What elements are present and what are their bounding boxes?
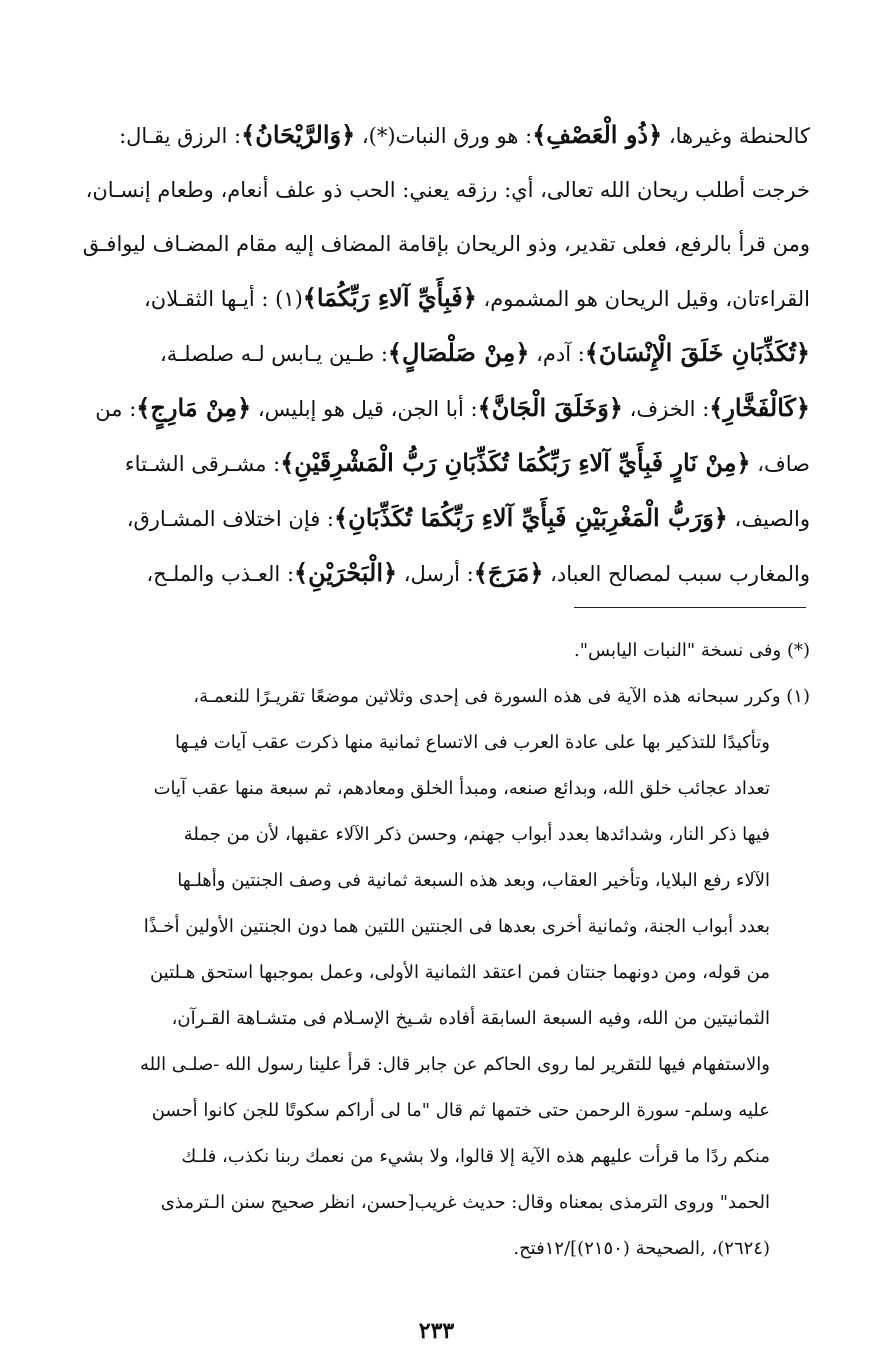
page-number: ٢٣٣ <box>418 1318 455 1344</box>
footnote-line: (١) وكرر سبحانه هذه الآية فى هذه السورة فى إحدى وثلاثين موضعًا تقريـرًا للنعمـة، <box>193 686 810 707</box>
quran-verse: ﴿ذُو الْعَصْفِ﴾ <box>532 120 663 149</box>
footnote-line: (٢٦٢٤)، ,الصحيحة (٢١٥٠)]/١٢فتح. <box>513 1238 770 1259</box>
quran-verse: ﴿تُكَذِّبَانِ خَلَقَ الْإِنْسَانَ﴾ <box>584 338 810 367</box>
quran-verse: ﴿مِنْ صَلْصَالٍ﴾ <box>387 338 530 367</box>
footnote-line: من قوله، ومن دونهما جنتان فمن اعتقد الثمانية الأولى، وعمل بموجبها استحق هـلتين <box>149 962 770 983</box>
footnote-line: تعداد عجائب خلق الله، وبدائع صنعه، ومبدأ الخلق ومعادهم، ثم سبعة منها عقب آيات <box>153 778 770 799</box>
footnote-line: فيها ذكر النار، وشدائدها بعدد أبواب جهنم، وحسن ذكر الآلاء عقبها، لأن من جملة <box>183 824 770 845</box>
main-text-line: ﴿كَالْفَخَّارِ﴾: الخزف، ﴿وَخَلَقَ الْجَانَّ﴾: أبا الجن، قيل هو إبليس، ﴿مِنْ مَارِجٍ﴾: من <box>95 393 810 422</box>
main-text-line: ﴿تُكَذِّبَانِ خَلَقَ الْإِنْسَانَ﴾: آدم، ﴿مِنْ صَلْصَالٍ﴾: طـين يـابس لـه صلصلـة، <box>159 338 810 367</box>
footnote-line: منكم ردًا ما قرأت عليهم هذه الآية إلا قالوا، ولا بشيء من نعمك ربنا نكذب، فلـك <box>181 1146 770 1167</box>
main-text-line: والصيف، ﴿وَرَبُّ الْمَغْرِبَيْنِ فَبِأَيِّ آلاءِ رَبِّكُمَا تُكَذِّبَانِ﴾: فإن اختلاف المشـارق، <box>126 503 810 532</box>
footnote-line: الثمانيتين من الله، وفيه السبعة السابقة أفاده شـيخ الإسـلام فى متشـاهة القـرآن، <box>171 1008 770 1029</box>
quran-verse: ﴿وَالرَّيْحَانُ﴾ <box>241 120 356 149</box>
quran-verse: ﴿كَالْفَخَّارِ﴾ <box>709 393 810 422</box>
footnote-line: والاستفهام فيها للتقرير لما روى الحاكم عن جابر قال: قرأ علينا رسول الله -صلـى الله <box>139 1054 770 1075</box>
footnote-line: بعدد أبواب الجنة، وثمانية أخرى بعدها فى الجنتين اللتين هما دون الجنتين الأولين أخـذًا <box>143 916 770 937</box>
main-text-line: كالحنطة وغيرها، ﴿ذُو الْعَصْفِ﴾: هو ورق النبات(*)، ﴿وَالرَّيْحَانُ﴾: الرزق يقـال: <box>119 120 810 149</box>
main-text-block <box>58 108 810 601</box>
main-text-line: خرجت أطلب ريحان الله تعالى، أي: رزقه يعني: الحب ذو علف أنعام، وطعام إنسـان، <box>85 178 810 202</box>
footnote-line: عليه وسلم- سورة الرحمن حتى ختمها ثم قال "ما لى أراكم سكوتًا للجن كانوا أحسن <box>151 1100 770 1121</box>
footnote-line: وتأكيدًا للتذكير بها على عادة العرب فى الاتساع ثمانية منها ذكرت عقب آيات فيـها <box>174 732 770 753</box>
main-text-line: ومن قرأ بالرفع، فعلى تقدير، وذو الريحان بإقامة المضاف إليه مقام المضـاف ليوافـق <box>82 232 810 256</box>
main-text-line: القراءتان، وقيل الريحان هو المشموم، ﴿فَبِأَيِّ آلاءِ رَبِّكُمَا﴾(١) : أيـها الثقـلان، <box>144 283 810 312</box>
quran-verse: ﴿وَخَلَقَ الْجَانَّ﴾ <box>477 393 623 422</box>
quran-verse: ﴿مِنْ نَارٍ فَبِأَيِّ آلاءِ رَبِّكُمَا تُكَذِّبَانِ رَبُّ الْمَشْرِقَيْنِ﴾ <box>280 448 751 477</box>
quran-verse: ﴿فَبِأَيِّ آلاءِ رَبِّكُمَا﴾ <box>302 283 477 312</box>
footnotes-block <box>58 628 810 1272</box>
footnote-divider <box>574 607 806 608</box>
quran-verse: ﴿الْبَحْرَيْنِ﴾ <box>294 558 398 587</box>
quran-verse: ﴿مَرَجَ﴾ <box>473 558 544 587</box>
footnote-line: الآلاء رفع البلايا، وتأخير العقاب، وبعد هذه السبعة ثمانية فى وصف الجنتين وأهلـها <box>177 870 770 891</box>
main-text-line: صاف، ﴿مِنْ نَارٍ فَبِأَيِّ آلاءِ رَبِّكُمَا تُكَذِّبَانِ رَبُّ الْمَشْرِقَيْنِ﴾: مشـرقى الشـتاء <box>124 448 810 477</box>
main-text-line: والمغارب سبب لمصالح العباد، ﴿مَرَجَ﴾: أرسل، ﴿الْبَحْرَيْنِ﴾: العـذب والملـح، <box>146 558 810 587</box>
quran-verse: ﴿مِنْ مَارِجٍ﴾ <box>136 393 252 422</box>
footnote-line: (*) وفى نسخة "النبات اليابس". <box>574 640 810 661</box>
footnote-line: الحمد" وروى الترمذى بمعناه وقال: حديث غريب[حسن، انظر صحيح سنن الـترمذى <box>160 1192 770 1213</box>
quran-verse: ﴿وَرَبُّ الْمَغْرِبَيْنِ فَبِأَيِّ آلاءِ رَبِّكُمَا تُكَذِّبَانِ﴾ <box>334 503 728 532</box>
